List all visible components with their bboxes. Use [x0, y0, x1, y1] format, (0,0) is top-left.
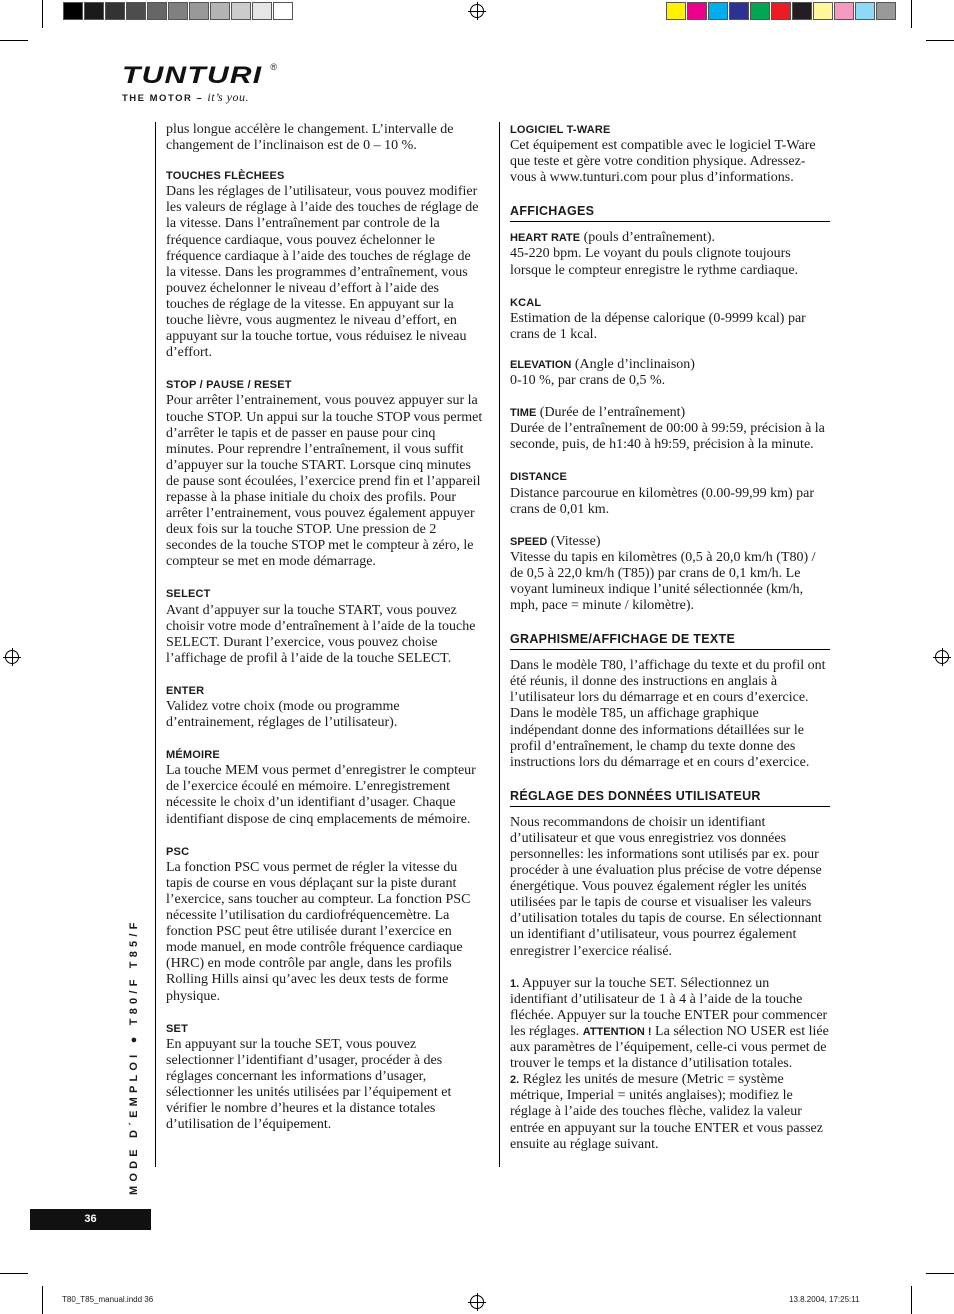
step-2-number: 2.: [510, 1074, 520, 1087]
gray-swatch: [105, 2, 125, 20]
distance-label: DISTANCE: [510, 471, 568, 484]
page-number: 36: [30, 1209, 151, 1230]
color-swatch: [708, 2, 728, 20]
step-1-rest: La sélection NO USER est liée aux paramètres de l’équipement, celle-ci vous permet de trouver le temps et la distance d’utilisation totales.: [510, 1023, 829, 1072]
touches-paragraph: Dans les réglages de l’utilisateur, vous pouvez modifier les valeurs de réglage à l’aide des touches de réglage de la vitesse. Dans l’entraînement par controle de la fréquence cardiaque, vous pouvez échelonner le fréquence cardiaque à l’aide des touches de réglage de la vitesse. Dans les programmes d’entraînement, vous pouvez échelonner le niveau d’effort à l’aide des touches de réglage de la vitesse. En appuyant sur la touche lièvre, vous augmentez le niveau d’effort, en appuyant sur la touche tortue, vous réduisez le niveau d’effort.: [166, 184, 479, 361]
column-rule-middle: [499, 122, 500, 1167]
registration-mark-icon: [5, 650, 19, 664]
tagline-script: it’s you.: [207, 90, 250, 104]
heart-rate-label: HEART RATE: [510, 232, 581, 245]
elevation-entry: [510, 357, 830, 373]
tunturi-logo: [122, 62, 277, 105]
color-swatch: [834, 2, 854, 20]
graphisme-paragraph: Dans le modèle T80, l’affichage du texte et du profil ont été réunis, il donne des instructions en anglais à l’utilisateur lors du démarrage et en cours d’exercice. Dans le modèle T85, un affichage graphique indépendant donne des informations détaillées sur le profil d’entraînement, le champ du texte donne des instructions lors du démarrage et en cours d’exercice.: [510, 658, 826, 770]
logo-tagline: [122, 90, 277, 105]
color-swatch: [792, 2, 812, 20]
heading-set: SET: [166, 1022, 188, 1035]
time-label: TIME: [510, 407, 537, 420]
tware-paragraph: Cet équipement est compatible avec le logiciel T-Ware que teste et gère votre condition physique. Adressez-vous à www.tunturi.com pour plus d’informations.: [510, 138, 816, 186]
tagline-prefix: THE MOTOR –: [122, 93, 204, 104]
set-paragraph: En appuyant sur la touche SET, vous pouvez selectionner l’identifiant d’usager, procéder à des réglages concernant les informations d’usager, sélectionner les unités utilisées par l’équipement et vérifier le nombre d’heures et la distance totales d’utilisation de l’équipement.: [166, 1036, 452, 1133]
step-2-text: Réglez les unités de mesure (Metric = système métrique, Imperial = unités anglaises); modifiez le réglage à l’aide des touches flèche, validez la valeur entrée en appuyant sur la touche ENTER et vous passez ensuite au réglage suivant.: [510, 1072, 823, 1152]
gray-swatch: [147, 2, 167, 20]
heading-stop-pause-reset: STOP / PAUSE / RESET: [166, 379, 292, 392]
color-calibration-bar: [666, 2, 897, 20]
registration-mark-icon: [935, 650, 949, 664]
enter-paragraph: Validez votre choix (mode ou programme d’entrainement, réglages de l’utilisateur).: [166, 699, 400, 731]
time-paragraph: Durée de l’entraînement de 00:00 à 99:59, précision à la seconde, puis, de h1:40 à h9:59, précision à la minute.: [510, 421, 825, 453]
heart-rate-entry: [510, 230, 830, 246]
gray-swatch: [252, 2, 272, 20]
heading-psc: PSC: [166, 845, 190, 858]
section-graphisme: GRAPHISME/AFFICHAGE DE TEXTE: [510, 632, 830, 650]
step-1: [510, 976, 830, 1073]
select-paragraph: Avant d’appuyer sur la touche START, vous pouvez choisir votre mode d’entraînement à l’aide de la touche SELECT. Durant l’exercice, vous pouvez choise l’affichage de profil à l’aide de la touche SELECT.: [166, 602, 476, 666]
attention-label: ATTENTION !: [582, 1025, 652, 1038]
step-1-number: 1.: [510, 977, 520, 990]
heading-memoire: MÉMOIRE: [166, 749, 220, 762]
gray-swatch: [210, 2, 230, 20]
footer-filename: T80_T85_manual.indd 36: [62, 1295, 154, 1304]
step-2: [510, 1072, 830, 1152]
heart-rate-paren: (pouls d’entraînement).: [580, 230, 715, 246]
heading-enter: ENTER: [166, 684, 205, 697]
registration-mark-icon: [470, 1295, 484, 1309]
logo-registered: ®: [270, 62, 277, 72]
color-swatch: [876, 2, 896, 20]
step-1-text: Appuyer sur la touche SET. Sélectionnez un identifiant d’utilisateur de 1 à 4 à l’aide de la touche fléchée. Appuyer sur la touche ENTER pour commencer les réglages.: [510, 975, 828, 1039]
heart-rate-paragraph: 45-220 bpm. Le voyant du pouls clignote toujours lorsque le compteur enregistre le rythme cardiaque.: [510, 246, 799, 278]
elevation-paren: (Angle d’inclinaison): [571, 356, 695, 372]
heading-touches-flechees: TOUCHES FLÈCHEES: [166, 170, 285, 183]
color-swatch: [687, 2, 707, 20]
elevation-label: ELEVATION: [510, 358, 572, 371]
footer-date: 13.8.2004, 17:25:11: [789, 1295, 860, 1304]
heading-select: SELECT: [166, 588, 211, 601]
section-reglage: RÉGLAGE DES DONNÉES UTILISATEUR: [510, 789, 830, 807]
intro-paragraph: plus longue accélère le changement. L’intervalle de changement de l’inclinaison est de 0 – 10 %.: [166, 122, 454, 154]
section-affichages: AFFICHAGES: [510, 204, 830, 222]
speed-label: SPEED: [510, 535, 548, 548]
stop-paragraph: Pour arrêter l’entrainement, vous pouvez appuyer sur la touche STOP. Un appui sur la touche STOP vous permet d’arrêter le tapis et de passer en pause pour cinq minutes. Pour reprendre l’entraînement, il vous suffit d’appuyer sur la touche START. Lorsque cinq minutes de pause sont écoulées, l’exercice prend fin et l’appareil repasse à la phase initiale du choix des profils. Pour arrêter l’entrainement, vous pouvez également appuyer deux fois sur la touche STOP. Une pression de 2 secondes de la touche STOP met le compteur à zéro, le compteur se met en mode démarrage.: [166, 393, 483, 570]
gray-swatch: [126, 2, 146, 20]
color-swatch: [729, 2, 749, 20]
memoire-paragraph: La touche MEM vous permet d’enregistrer le compteur de l’exercice écoulé en mémoire. L’enregistrement nécessite le choix d’un identifiant d’usager. Chaque identifiant dispose de cinq emplacements de mémoire.: [166, 763, 476, 827]
kcal-paragraph: Estimation de la dépense calorique (0-9999 kcal) par crans de 1 kcal.: [510, 310, 806, 342]
sidebar-manual-label: MODE D´EMPLOI ● T80/F T85/F: [128, 918, 140, 1195]
color-swatch: [666, 2, 686, 20]
right-column: [510, 122, 830, 1153]
heading-logiciel-tware: LOGICIEL T-WARE: [510, 124, 611, 136]
gray-swatch: [63, 2, 83, 20]
gray-swatch: [273, 2, 293, 20]
color-swatch: [855, 2, 875, 20]
grayscale-calibration-bar: [63, 2, 294, 20]
color-swatch: [771, 2, 791, 20]
gray-swatch: [168, 2, 188, 20]
time-entry: [510, 405, 830, 421]
elevation-paragraph: 0-10 %, par crans de 0,5 %.: [510, 373, 666, 389]
distance-paragraph: Distance parcourue en kilomètres (0.00-99,99 km) par crans de 0,01 km.: [510, 485, 815, 517]
logo-wordmark: TUNTURI: [122, 62, 263, 89]
left-column: [166, 122, 484, 1133]
psc-paragraph: La fonction PSC vous permet de régler la vitesse du tapis de course en vous déplaçant sur la piste durant l’exercice, sans toucher au compteur. La fonction PSC nécessite l’utilisation du cardiofréquencemètre. La fonction PSC peut être utilisée durant l’exercice en mode manuel, en mode contrôle fréquence cardiaque (HRC) en mode contrôle par angle, dans les profils Rolling Hills ainsi qu’avec les deux tests de forme physique.: [166, 859, 471, 1004]
speed-paragraph: Vitesse du tapis en kilomètres (0,5 à 20,0 km/h (T80) / de 0,5 à 22,0 km/h (T85)) par crans de 0,1 km/h. Le voyant lumineux indique l’unité sélectionnée (km/h, mph, pace = minute / kilomètre).: [510, 549, 816, 614]
speed-paren: (Vitesse): [547, 533, 601, 549]
gray-swatch: [189, 2, 209, 20]
color-swatch: [750, 2, 770, 20]
gray-swatch: [231, 2, 251, 20]
registration-mark-icon: [470, 4, 484, 18]
time-paren: (Durée de l’entraînement): [536, 405, 686, 421]
color-swatch: [813, 2, 833, 20]
speed-entry: [510, 534, 830, 550]
column-rule-left: [155, 122, 156, 1167]
gray-swatch: [84, 2, 104, 20]
reglage-paragraph: Nous recommandons de choisir un identifiant d’utilisateur et que vous enregistriez vos données personnelles: les informations sont utilisés par ex. pour procéder à une évaluation plus précise de votre dépense énergétique. Vous pouvez également régler les unités utilisées par le tapis de course et visualiser les valeurs d’utilisation totales du tapis de course. En sélectionnant un identifiant d’utilisateur, vous pourrez également enregistrer l’exercice réalisé.: [510, 814, 822, 959]
kcal-label: KCAL: [510, 296, 542, 309]
